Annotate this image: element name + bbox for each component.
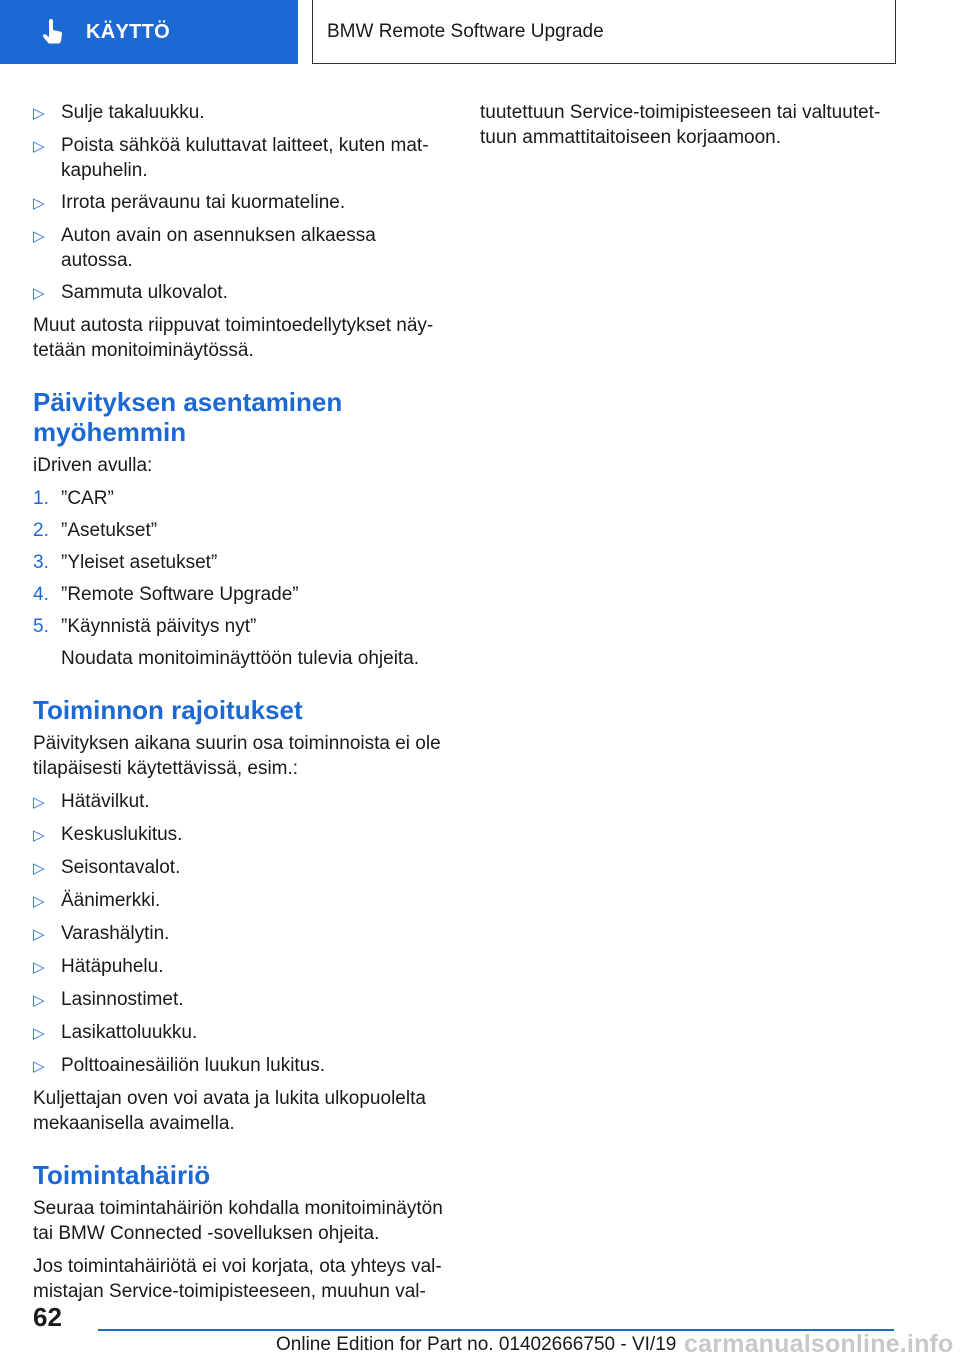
paragraph: Jos toimintahäiriötä ei voi korjata, ota yhteys val-mistajan Service-toimipisteeseen, muuhun val- (33, 1256, 442, 1302)
list-item: ▷ Hätävilkut. (33, 789, 449, 815)
paragraph: Kuljettajan oven voi avata ja lukita ulkopuolelta mekaanisella avaimella. (33, 1088, 426, 1134)
list-item: ▷ Polttoainesäiliön luukun lukitus. (33, 1053, 449, 1079)
list-item: ▷ Varashälytin. (33, 921, 449, 947)
paragraph: Päivityksen aikana suurin osa toiminnoista ei ole tilapäisesti käytettävissä, esim.: (33, 733, 441, 779)
list-item: ▷ Lasinnostimet. (33, 987, 449, 1013)
section-heading: Toiminnon rajoitukset (33, 695, 303, 725)
triangle-right-icon: ▷ (33, 105, 45, 122)
paragraph: Seuraa toimintahäiriön kohdalla monitoiminäytön tai BMW Connected -sovelluksen ohjeita. (33, 1198, 443, 1244)
section-label: KÄYTTÖ (86, 20, 171, 43)
list-item: ▷ Äänimerkki. (33, 888, 449, 914)
triangle-right-icon: ▷ (33, 827, 45, 844)
triangle-right-icon: ▷ (33, 228, 45, 245)
triangle-right-icon: ▷ (33, 794, 45, 811)
triangle-right-icon: ▷ (33, 893, 45, 910)
triangle-right-icon: ▷ (33, 926, 45, 943)
list-item: ▷ Sulje takaluukku. (33, 100, 449, 126)
list-item: ▷ Lasikattoluukku. (33, 1020, 449, 1046)
list-item: ▷ Poista sähköä kuluttavat laitteet, kuten mat-kapuhelin. (33, 135, 429, 181)
pointing-hand-icon (40, 19, 66, 45)
paragraph: iDriven avulla: (33, 455, 153, 476)
list-item: ▷ Auton avain on asennuksen alkaessa autossa. (33, 225, 376, 271)
step-item: 3. ”Yleiset asetukset” (33, 552, 218, 573)
watermark: carmanualsonline.info (684, 1330, 954, 1358)
section-heading: Toimintahäiriö (33, 1160, 211, 1190)
step-item: 4. ”Remote Software Upgrade” (33, 584, 299, 605)
step-note: Noudata monitoiminäyttöön tulevia ohjeita. (61, 648, 420, 669)
triangle-right-icon: ▷ (33, 195, 45, 212)
paragraph: Muut autosta riippuvat toimintoedellytykset näy-tetään monitoiminäytössä. (33, 315, 434, 361)
footer-edition: Online Edition for Part no. 01402666750 - VI/19 (276, 1334, 677, 1355)
section-heading: Päivityksen asentaminen myöhemmin (33, 387, 343, 447)
list-item: ▷ Sammuta ulkovalot. (33, 280, 449, 306)
step-item: 5. ”Käynnistä päivitys nyt” (33, 616, 257, 637)
right-column (480, 100, 900, 158)
list-item: ▷ Seisontavalot. (33, 855, 449, 881)
triangle-right-icon: ▷ (33, 860, 45, 877)
triangle-right-icon: ▷ (33, 959, 45, 976)
page-title: BMW Remote Software Upgrade (312, 0, 896, 64)
section-tab (0, 0, 298, 64)
list-item: ▷ Hätäpuhelu. (33, 954, 449, 980)
page-number: 62 (33, 1302, 62, 1332)
paragraph: tuutettuun Service-toimipisteeseen tai valtuutet-tuun ammattitaitoiseen korjaamoon. (480, 102, 881, 148)
left-column (33, 100, 449, 1312)
triangle-right-icon: ▷ (33, 1058, 45, 1075)
step-item: 2. ”Asetukset” (33, 520, 158, 541)
triangle-right-icon: ▷ (33, 285, 45, 302)
triangle-right-icon: ▷ (33, 992, 45, 1009)
list-item: ▷ Irrota perävaunu tai kuormateline. (33, 190, 449, 216)
list-item: ▷ Keskuslukitus. (33, 822, 449, 848)
triangle-right-icon: ▷ (33, 1025, 45, 1042)
triangle-right-icon: ▷ (33, 138, 45, 155)
step-item: 1. ”CAR” (33, 488, 114, 509)
